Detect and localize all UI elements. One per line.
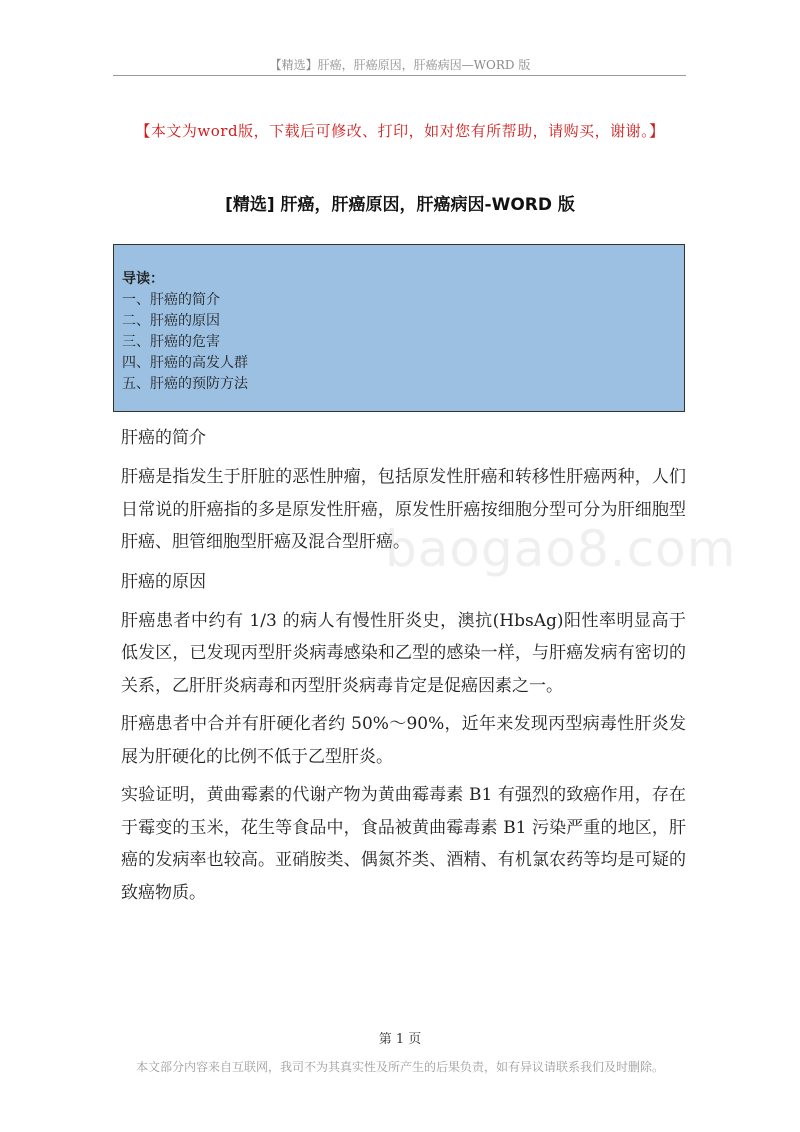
guide-item: 一、肝癌的简介 bbox=[122, 292, 220, 308]
paragraph: 肝癌患者中约有 1/3 的病人有慢性肝炎史，澳抗(HbsAg)阳性率明显高于低发区，已发现丙型肝炎病毒感染和乙型的感染一样，与肝癌发病有密切的关系，乙肝肝炎病毒和丙型肝炎病毒肯定是促癌因素之一。 bbox=[121, 610, 686, 696]
watermark: baogao8.com bbox=[385, 520, 737, 578]
section-heading: 肝癌的简介 bbox=[121, 428, 206, 448]
page-header: 【精选】肝癌，肝癌原因，肝癌病因—WORD 版 bbox=[269, 58, 531, 72]
header-divider bbox=[113, 75, 686, 76]
guide-item: 三、肝癌的危害 bbox=[122, 334, 220, 350]
document-body bbox=[121, 421, 686, 909]
document-title: [精选] 肝癌，肝癌原因，肝癌病因-WORD 版 bbox=[225, 195, 575, 215]
paragraph: 肝癌是指发生于肝脏的恶性肿瘤，包括原发性肝癌和转移性肝癌两种，人们日常说的肝癌指的多是原发性肝癌，原发性肝癌按细胞分型可分为肝细胞型肝癌、胆管细胞型肝癌及混合型肝癌。 bbox=[121, 467, 686, 552]
guide-item: 四、肝癌的高发人群 bbox=[122, 355, 248, 371]
guide-item: 五、肝癌的预防方法 bbox=[122, 376, 248, 392]
page-footer: 本文部分内容来自互联网，我司不为其真实性及所产生的后果负责，如有异议请联系我们及时删除。 bbox=[135, 1060, 664, 1074]
guide-box bbox=[113, 244, 685, 412]
paragraph: 实验证明，黄曲霉素的代谢产物为黄曲霉毒素 B1 有强烈的致癌作用，存在于霉变的玉米，花生等食品中，食品被黄曲霉毒素 B1 污染严重的地区，肝癌的发病率也较高。亚硝胺类、偶氮芥类、酒精、有机氯农药等均是可疑的致癌物质。 bbox=[121, 785, 686, 903]
guide-list bbox=[122, 290, 676, 395]
guide-item: 二、肝癌的原因 bbox=[122, 313, 220, 329]
section-heading: 肝癌的原因 bbox=[121, 571, 206, 592]
paragraph: 肝癌患者中合并有肝硬化者约 50%～90%，近年来发现丙型病毒性肝炎发展为肝硬化的比例不低于乙型肝炎。 bbox=[121, 714, 686, 767]
page-number: 第 1 页 bbox=[378, 1032, 422, 1047]
guide-heading: 导读： bbox=[122, 271, 164, 287]
purchase-notice: 【本文为word版，下载后可修改、打印，如对您有所帮助，请购买，谢谢。】 bbox=[135, 122, 665, 140]
